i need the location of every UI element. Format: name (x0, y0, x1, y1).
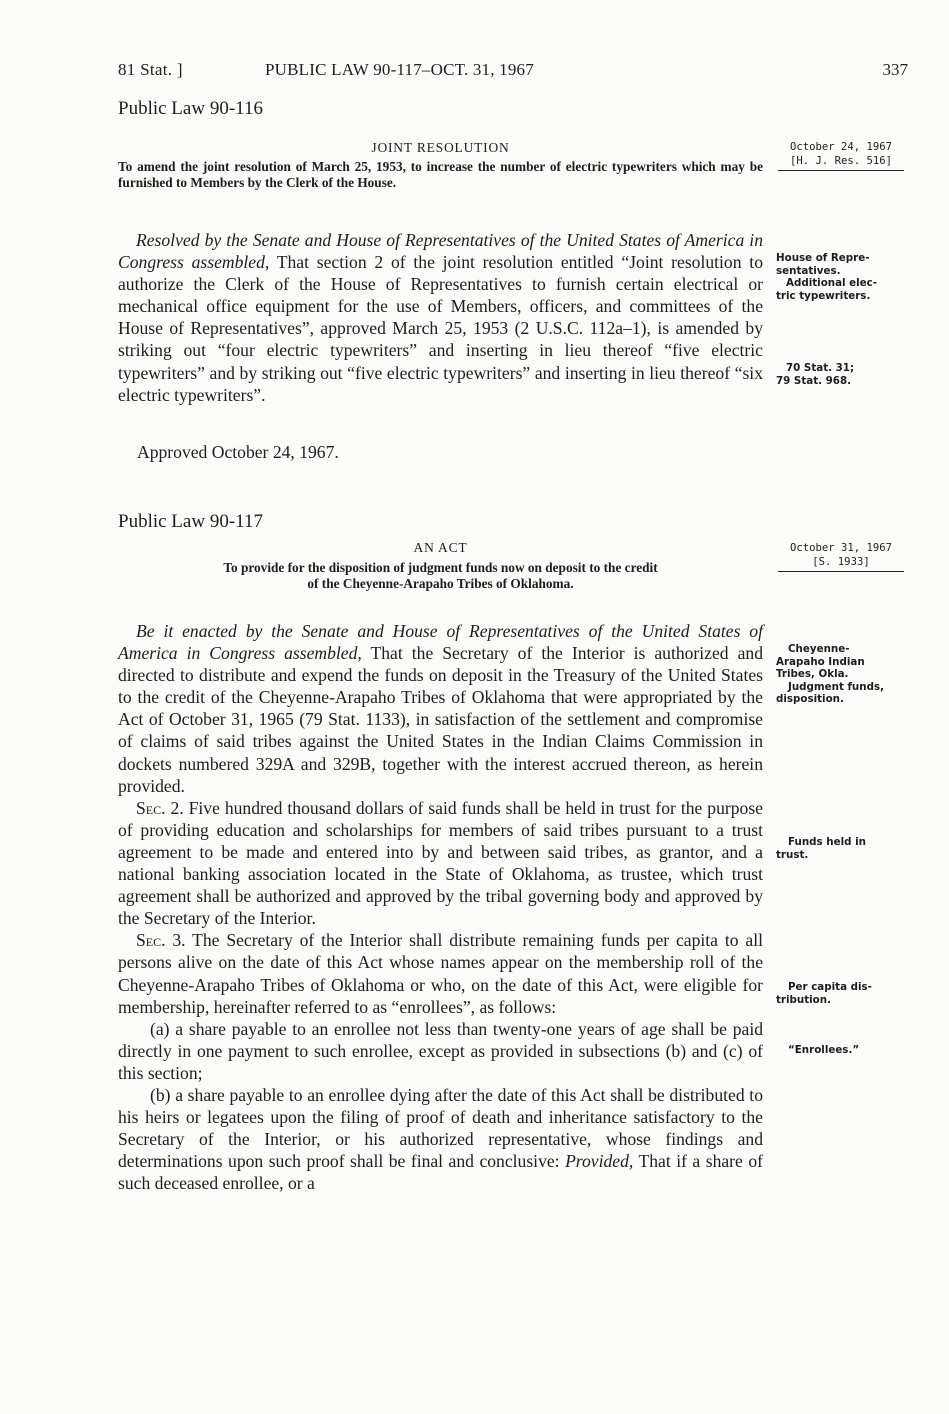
bill-number: [S. 1933] (812, 556, 870, 568)
margin-note-house: House of Repre- sentatives. Additional elec- tric typewriters. (776, 252, 878, 302)
margin-note-trust: Funds held in trust. (776, 836, 866, 861)
enactment-date-box (778, 541, 904, 572)
enactment-date: October 31, 1967 (789, 542, 893, 554)
law-body-90-116 (118, 229, 763, 406)
section-3: Sec. 3. The Secretary of the Interior shall distribute remaining funds per capita to all persons alive on the date of this Act whose names appear on the membership roll of the Cheyenne-Arapaho Tribes of Oklahoma or who, on the date of this Act, were eligible for membership, hereinafter referred to as “enrollees”, as follows: (118, 930, 763, 1017)
law-title-90-117: Public Law 90-117 (118, 511, 263, 532)
enacting-clause: Be it enacted by the Senate and House of Representatives of the United States of America in Congress assembled, (118, 621, 763, 664)
subsection-a: (a) a share payable to an enrollee not less than twenty-one years of age shall be paid directly in one payment to such enrollee, except as provided in subsections (b) and (c) of this section; (118, 1018, 763, 1083)
statute-volume: 81 Stat. ] (118, 60, 183, 79)
enacting-clause: Resolved by the Senate and House of Representatives of the United States of America in Congress assembled, (118, 230, 763, 273)
margin-note-cheyenne: Cheyenne- Arapaho Indian Tribes, Okla. Judgment funds, disposition. (776, 643, 885, 706)
law-purpose: To provide for the disposition of judgment funds now on deposit to the credit of the Cheyenne-Arapaho Tribes of Oklahoma. (223, 560, 658, 591)
law-type-act: AN ACT (413, 540, 468, 555)
enactment-date: October 24, 1967 (789, 141, 893, 153)
margin-note-citation: 70 Stat. 31; 79 Stat. 968. (776, 362, 855, 387)
law-title-90-116: Public Law 90-116 (118, 98, 263, 119)
law-purpose: To amend the joint resolution of March 25, 1953, to increase the number of electric typewriters which may be furnished to Members by the Clerk of the House. (118, 159, 763, 190)
margin-note-per-capita: Per capita dis- tribution. (776, 981, 872, 1006)
section-2: Sec. 2. Five hundred thousand dollars of said funds shall be held in trust for the purpose of providing education and scholarships for members of said tribes pursuant to a trust agreement to be made and entered into by and between said tribes, as grantor, and a national banking association located in the State of Oklahoma, as trustee, which trust agreement shall be authorized and approved by the tribal governing body and approved by the Secretary of the Interior. (118, 797, 763, 929)
running-header (118, 60, 908, 86)
enactment-date-box (778, 140, 904, 171)
margin-note-enrollees: “Enrollees.” (788, 1044, 860, 1056)
header-title: PUBLIC LAW 90-117–OCT. 31, 1967 (265, 60, 534, 79)
law-type-joint-resolution: JOINT RESOLUTION (371, 140, 510, 155)
page-number: 337 (882, 60, 908, 79)
subsection-b: (b) a share payable to an enrollee dying after the date of this Act shall be distributed to his heirs or legatees upon the filing of proof of death and inheritance satisfactory to the Secretary of the Interior, or his authorized representative, whose findings and determinations upon such proof shall be final and conclusive: Provided, That if a share of such deceased enrollee, or a (118, 1084, 763, 1194)
law-body-90-117 (118, 620, 763, 1194)
bill-number: [H. J. Res. 516] (789, 155, 893, 167)
law-body-text: That section 2 of the joint resolution entitled “Joint resolution to authorize the Clerk of the House of Representatives to furnish certain electrical or mechanical office equipment for the use of Members, officers, and committees of the House of Representatives”, approved March 25, 1953 (2 U.S.C. 112a–1), is amended by striking out “four electric typewriters” and inserting in lieu thereof “five electric typewriters” and by striking out “five electric typewriters” and inserting in lieu thereof “six electric typewriters”. (118, 252, 763, 405)
approved-date: Approved October 24, 1967. (137, 442, 339, 462)
section-1: Be it enacted by the Senate and House of Representatives of the United States of America in Congress assembled, That the Secretary of the Interior is authorized and directed to distribute and expend the funds on deposit in the Treasury of the United States to the credit of the Cheyenne-Arapaho Tribes of Oklahoma that were appropriated by the Act of October 31, 1965 (79 Stat. 1133), in satisfaction of the settlement and compromise of claims of said tribes against the United States in the Indian Claims Commission in dockets numbered 329A and 329B, together with the interest accrued thereon, as herein provided. (118, 621, 763, 796)
